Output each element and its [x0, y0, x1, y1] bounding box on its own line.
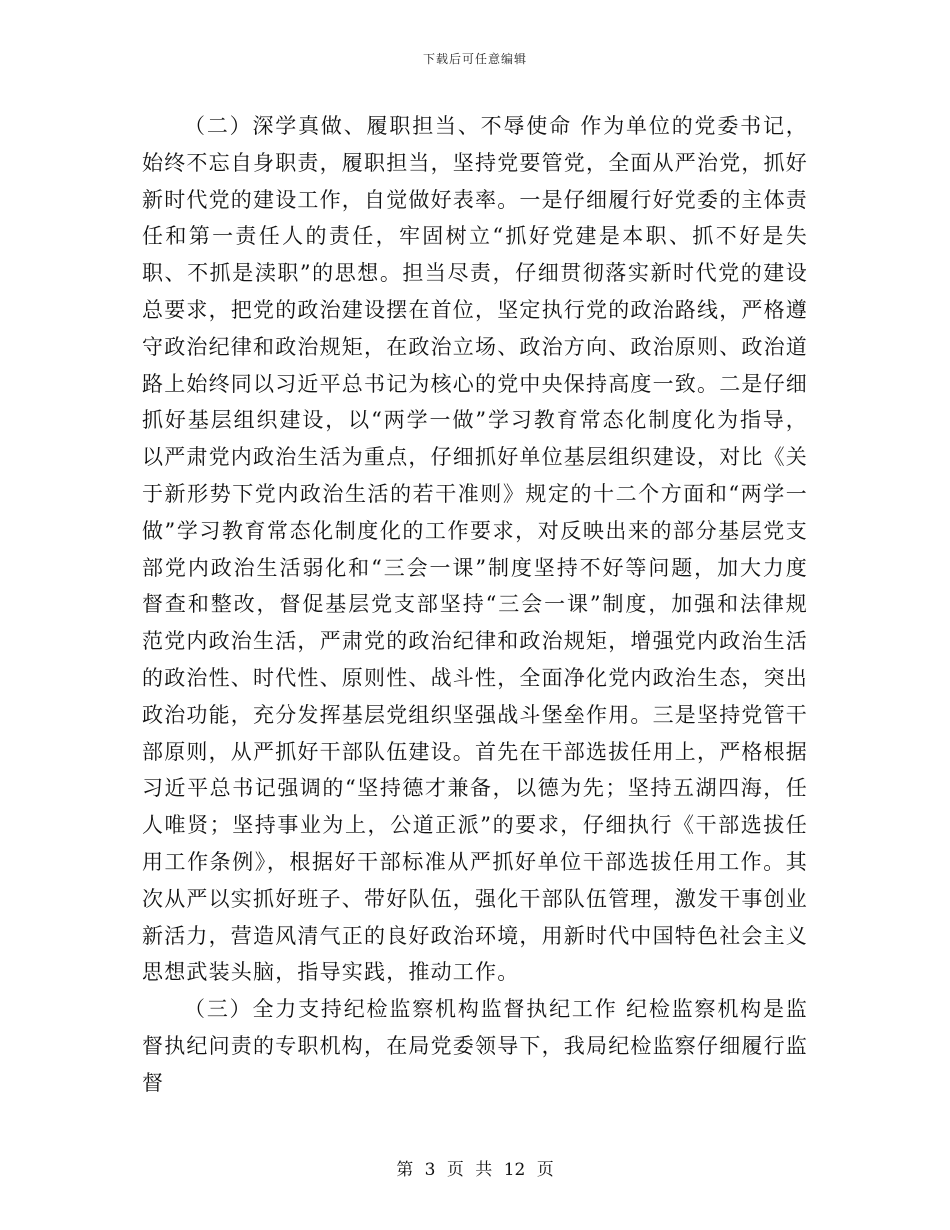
page-header-note: 下载后可任意编辑	[422, 52, 527, 66]
page-number-footer: 第 3 页 共 12 页	[396, 1160, 554, 1180]
paragraph-section-three: （三）全力支持纪检监察机构监督执纪工作 纪检监察机构是监督执纪问责的专职机构，在局党委领导下，我局纪检监察仔细履行监督	[142, 997, 808, 1095]
paragraph-section-two: （二）深学真做、履职担当、不辱使命 作为单位的党委书记，始终不忘自身职责，履职担当，坚持党要管党，全面从严治党，抓好新时代党的建设工作，自觉做好表率。一是仔细履行好党委的主体责任和第一责任人的责任，牢固树立“抓好党建是本职、抓不好是失职、不抓是渎职”的思想。担当尽责，仔细贯彻落实新时代党的建设总要求，把党的政治建设摆在首位，坚定执行党的政治路线，严格遵守政治纪律和政治规矩，在政治立场、政治方向、政治原则、政治道路上始终同以习近平总书记为核心的党中央保持高度一致。二是仔细抓好基层组织建设，以“两学一做”学习教育常态化制度化为指导，以严肃党内政治生活为重点，仔细抓好单位基层组织建设，对比《关于新形势下党内政治生活的若干准则》规定的十二个方面和“两学一做”学习教育常态化制度化的工作要求，对反映出来的部分基层党支部党内政治生活弱化和“三会一课”制度坚持不好等问题，加大力度督查和整改，督促基层党支部坚持“三会一课”制度，加强和法律规范党内政治生活，严肃党的政治纪律和政治规矩，增强党内政治生活的政治性、时代性、原则性、战斗性，全面净化党内政治生态，突出政治功能，充分发挥基层党组织坚强战斗堡垒作用。三是坚持党管干部原则，从严抓好干部队伍建设。首先在干部选拔任用上，严格根据习近平总书记强调的“坚持德才兼备，以德为先；坚持五湖四海，任人唯贤；坚持事业为上，公道正派”的要求，仔细执行《干部选拔任用工作条例》，根据好干部标准从严抓好单位干部选拔任用工作。其次从严以实抓好班子、带好队伍，强化干部队伍管理，激发干事创业新活力，营造风清气正的良好政治环境，用新时代中国特色社会主义思想武装头脑，指导实践，推动工作。	[142, 114, 808, 985]
document-body	[142, 108, 808, 1102]
